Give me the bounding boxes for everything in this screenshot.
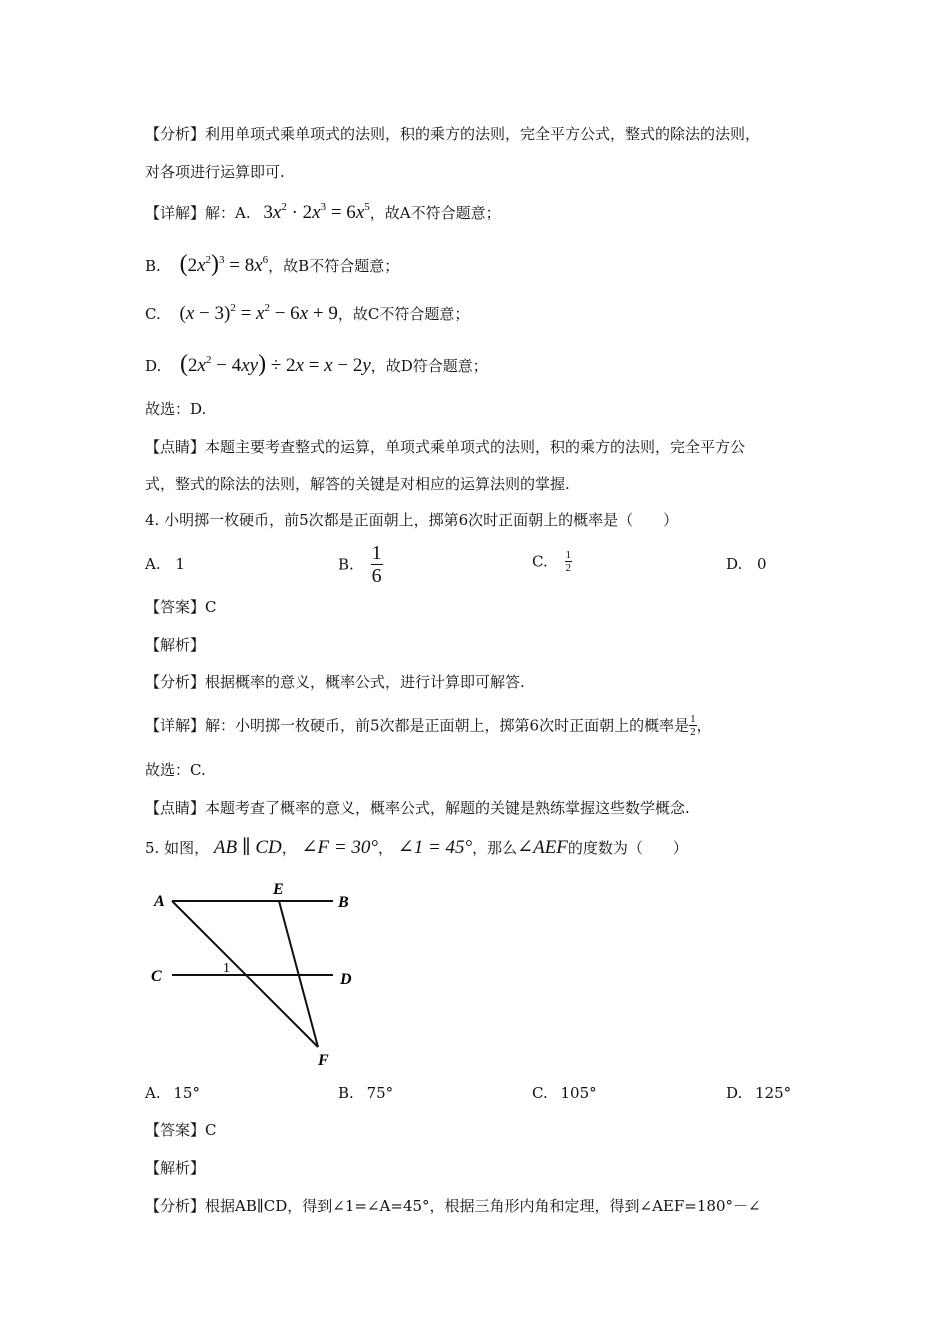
q4-a-value: 1 (175, 555, 185, 573)
q4-analysis: 【分析】根据概率的意义，概率公式，进行计算即可解答. (145, 673, 525, 691)
q4-c-fraction (565, 549, 573, 574)
q5-stem (145, 838, 688, 858)
q5-stem-angle-f: ∠F = 30° (301, 837, 379, 858)
q3-d-label: D. (145, 357, 162, 375)
q4-detail-num: 1 (690, 713, 696, 725)
q4-b-fraction (371, 542, 383, 587)
q3-d-formula: $(2x^2 - 4xy) \div 2x = x - 2y$ (180, 351, 371, 377)
q4-option-b (338, 542, 383, 587)
q3-analysis: 【分析】利用单项式乘单项式的法则，积的乘方的法则，完全平方公式，整式的除法的法则， (145, 125, 761, 143)
q5-option-d (726, 1083, 791, 1103)
label-angle-1: 1 (223, 961, 230, 976)
q5-option-c (532, 1083, 597, 1103)
q4-option-d (726, 554, 767, 574)
q5-stem-angle-1: ∠1 = 45° (397, 837, 473, 858)
q4-stem: 4. 小明掷一枚硬币，前5次都是正面朝上，掷第6次时正面朝上的概率是（ ） (145, 511, 679, 529)
q5-a-value: 15° (173, 1084, 200, 1102)
label-c: C (151, 968, 162, 985)
q5-stem-suffix: 的度数为（ ） (567, 839, 688, 857)
q4-d-value: 0 (757, 555, 767, 573)
q5-d-label: D. (726, 1084, 743, 1102)
q4-option-c (532, 549, 572, 574)
q5-option-a (145, 1083, 200, 1103)
q3-comment: 【点睛】本题主要考查整式的运算，单项式乘单项式的法则，积的乘方的法则，完全平方公 (145, 438, 746, 456)
geometry-figure (140, 875, 370, 1075)
q3-d-suffix: ，故D符合题意； (370, 357, 488, 375)
q5-analysis: 【分析】根据AB∥CD，得到∠1=∠A=45°，根据三角形内角和定理，得到∠AEF=180°－∠ (145, 1197, 761, 1215)
q3-option-b (145, 251, 400, 277)
q4-d-label: D. (726, 555, 743, 573)
q4-comment: 【点睛】本题考查了概率的意义，概率公式，解题的关键是熟练掌握这些数学概念. (145, 799, 690, 817)
q3-option-c (145, 304, 469, 324)
q5-stem-sep2: ， (378, 839, 394, 857)
q5-explain: 【解析】 (145, 1159, 206, 1177)
q4-c-den: 2 (565, 562, 571, 574)
q5-c-value: 105° (560, 1084, 597, 1102)
q5-stem-mid: ，那么 (472, 839, 518, 857)
q5-stem-ab-cd: AB ∥ CD (213, 837, 282, 858)
q4-detail-text: 【详解】解：小明掷一枚硬币，前5次都是正面朝上，掷第6次时正面朝上的概率是 (145, 716, 690, 735)
q4-a-label: A. (145, 555, 161, 573)
q3-detail-prefix: 【详解】解：A. (145, 204, 251, 222)
q4-detail-end: ， (696, 716, 712, 735)
q5-option-b (338, 1083, 393, 1103)
q3-b-formula: $(2x^2)^3 = 8x^6$ (179, 251, 269, 277)
q3-analysis-cont: 对各项进行运算即可. (145, 163, 285, 181)
q4-choice: 故选：C. (145, 761, 206, 779)
q5-d-value: 125° (755, 1084, 792, 1102)
q5-a-label: A. (145, 1084, 161, 1102)
q4-detail (145, 713, 712, 738)
q3-option-d (145, 351, 488, 377)
q5-answer: 【答案】C (145, 1121, 217, 1139)
q3-b-suffix: ，故B不符合题意； (268, 257, 400, 275)
q5-stem-prefix: 5. 如图， (145, 839, 210, 857)
q3-c-label: C. (145, 305, 161, 323)
q5-stem-angle-aef: ∠AEF (517, 837, 568, 858)
q3-a-formula: $3x^2 \cdot 2x^3 = 6x^5$ (263, 201, 370, 223)
q3-c-formula: $(x - 3)^2 = x^2 - 6x + 9$ (179, 302, 338, 324)
q5-b-label: B. (338, 1084, 354, 1102)
q4-answer: 【答案】C (145, 598, 217, 616)
q5-c-label: C. (532, 1084, 548, 1102)
q4-b-label: B. (338, 555, 354, 574)
label-f: F (318, 1052, 329, 1069)
label-e: E (273, 881, 284, 898)
q5-b-value: 75° (366, 1084, 394, 1102)
q3-choice: 故选：D. (145, 400, 207, 418)
q4-detail-den: 2 (690, 726, 696, 738)
q4-b-den: 6 (371, 565, 382, 587)
label-a: A (154, 893, 165, 910)
q3-detail-a (145, 203, 501, 223)
q4-option-a (145, 554, 185, 574)
q4-c-num: 1 (565, 549, 571, 561)
q3-a-suffix: ，故A不符合题意； (369, 204, 501, 222)
q4-explain: 【解析】 (145, 636, 206, 654)
q4-b-num: 1 (371, 542, 382, 564)
q3-comment-cont: 式，整式的除法的法则，解答的关键是对相应的运算法则的掌握. (145, 475, 570, 493)
q4-detail-fraction (689, 713, 697, 738)
q3-c-suffix: ，故C不符合题意； (337, 305, 470, 323)
label-b: B (338, 894, 349, 911)
label-d: D (340, 971, 352, 988)
q4-c-label: C. (532, 552, 548, 571)
q3-b-label: B. (145, 257, 161, 275)
q5-stem-sep1: ， (281, 839, 297, 857)
